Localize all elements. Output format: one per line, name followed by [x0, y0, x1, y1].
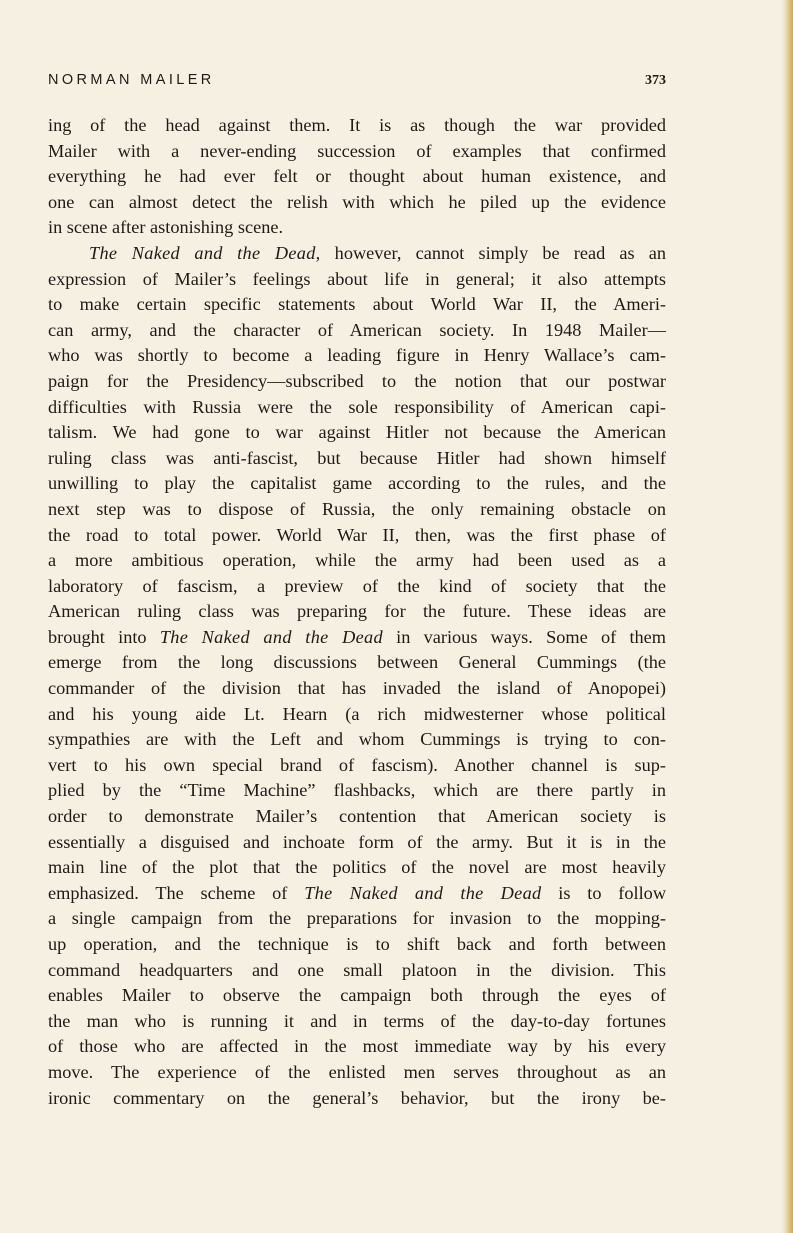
text-span: ironic commentary on the general’s behavior, but the irony be-: [48, 1087, 666, 1108]
text-span: expression of Mailer’s feelings about life in general; it also attempts: [48, 268, 666, 289]
book-title-italic: The Naked and the Dead: [159, 626, 383, 647]
text-span: brought into: [48, 626, 160, 647]
text-span: commander of the division that has invaded the island of Anopopei): [48, 678, 666, 699]
text-line: [48, 753, 666, 779]
text-span: in scene after astonishing scene.: [48, 217, 284, 238]
text-line: [48, 881, 666, 907]
text-span: everything he had ever felt or thought about human existence, and: [48, 166, 666, 187]
text-line: [48, 855, 666, 881]
text-span: who was shortly to become a leading figure in Henry Wallace’s cam-: [48, 345, 666, 366]
text-span: however, cannot simply be read as an: [320, 242, 667, 263]
text-line: [48, 599, 666, 625]
text-line: [48, 139, 666, 165]
text-line: [48, 420, 666, 446]
text-span: one can almost detect the relish with which he piled up the evidence: [48, 191, 666, 212]
book-title-italic: The Naked and the Dead,: [89, 242, 321, 263]
text-line: [48, 983, 666, 1009]
text-span: next step was to dispose of Russia, the only remaining obstacle on: [48, 498, 666, 519]
text-line: [48, 932, 666, 958]
book-title-italic: The Naked and the Dead: [304, 882, 542, 903]
text-line: [48, 676, 666, 702]
text-span: the road to total power. World War II, then, was the first phase of: [48, 524, 666, 545]
text-line: [48, 318, 666, 344]
text-line: [48, 471, 666, 497]
text-span: order to demonstrate Mailer’s contention that American society is: [48, 806, 666, 827]
text-line: [48, 164, 666, 190]
text-span: sympathies are with the Left and whom Cummings is trying to con-: [48, 729, 666, 750]
text-span: Mailer with a never-ending succession of examples that confirmed: [48, 140, 666, 161]
text-span: main line of the plot that the politics of the novel are most heavily: [48, 857, 666, 878]
text-span: command headquarters and one small platoon in the division. This: [48, 959, 666, 980]
text-span: vert to his own special brand of fascism). Another channel is sup-: [48, 754, 666, 775]
running-head-author: NORMAN MAILER: [48, 72, 215, 88]
text-span: emphasized. The scheme of: [48, 882, 305, 903]
text-line: [48, 625, 666, 651]
text-line: [48, 1086, 666, 1112]
text-span: the man who is running it and in terms of the day-to-day fortunes: [48, 1010, 666, 1031]
text-line: [48, 190, 666, 216]
page-number: 373: [645, 73, 666, 88]
text-line: [48, 727, 666, 753]
text-span: move. The experience of the enlisted men serves throughout as an: [48, 1061, 666, 1082]
text-line: [48, 113, 666, 139]
text-line: [48, 958, 666, 984]
text-span: a single campaign from the preparations for invasion to the mopping-: [48, 908, 666, 929]
text-span: difficulties with Russia were the sole responsibility of American capi-: [48, 396, 666, 417]
text-line: [48, 292, 666, 318]
text-line: [48, 241, 666, 267]
text-span: American ruling class was preparing for the future. These ideas are: [48, 601, 666, 622]
text-span: ruling class was anti-fascist, but because Hitler had shown himself: [48, 447, 666, 468]
text-line: [48, 778, 666, 804]
text-span: ing of the head against them. It is as though the war provided: [48, 115, 666, 135]
text-line: [48, 446, 666, 472]
page-edge: [785, 0, 793, 1233]
text-span: enables Mailer to observe the campaign both through the eyes of: [48, 985, 666, 1006]
text-span: and his young aide Lt. Hearn (a rich midwesterner whose political: [48, 703, 666, 724]
text-line: [48, 804, 666, 830]
text-span: of those who are affected in the most immediate way by his every: [48, 1036, 666, 1057]
text-line: [48, 574, 666, 600]
text-line: [48, 215, 666, 241]
text-line: [48, 497, 666, 523]
text-span: essentially a disguised and inchoate form of the army. But it is in the: [48, 831, 666, 852]
text-span: emerge from the long discussions between General Cummings (the: [48, 652, 666, 673]
text-line: [48, 1060, 666, 1086]
text-span: laboratory of fascism, a preview of the kind of society that the: [48, 575, 666, 596]
text-span: unwilling to play the capitalist game according to the rules, and the: [48, 473, 666, 494]
text-span: to make certain specific statements about World War II, the Ameri-: [48, 294, 666, 315]
text-line: [48, 267, 666, 293]
text-span: plied by the “Time Machine” flashbacks, which are there partly in: [48, 780, 666, 801]
text-span: in various ways. Some of them: [382, 626, 666, 647]
text-span: talism. We had gone to war against Hitler not because the American: [48, 422, 666, 443]
text-line: [48, 1009, 666, 1035]
text-line: [48, 650, 666, 676]
text-line: [48, 548, 666, 574]
body-text: [48, 113, 666, 1111]
text-span: can army, and the character of American society. In 1948 Mailer—: [48, 319, 666, 340]
text-span: is to follow: [541, 882, 667, 903]
text-line: [48, 702, 666, 728]
running-head: [48, 72, 666, 92]
text-span: paign for the Presidency—subscribed to the notion that our postwar: [48, 370, 666, 391]
text-line: [48, 1034, 666, 1060]
text-line: [48, 343, 666, 369]
text-line: [48, 523, 666, 549]
text-line: [48, 906, 666, 932]
text-line: [48, 830, 666, 856]
text-span: a more ambitious operation, while the army had been used as a: [48, 550, 666, 571]
text-line: [48, 395, 666, 421]
text-span: up operation, and the technique is to shift back and forth between: [48, 934, 666, 954]
text-line: [48, 369, 666, 395]
